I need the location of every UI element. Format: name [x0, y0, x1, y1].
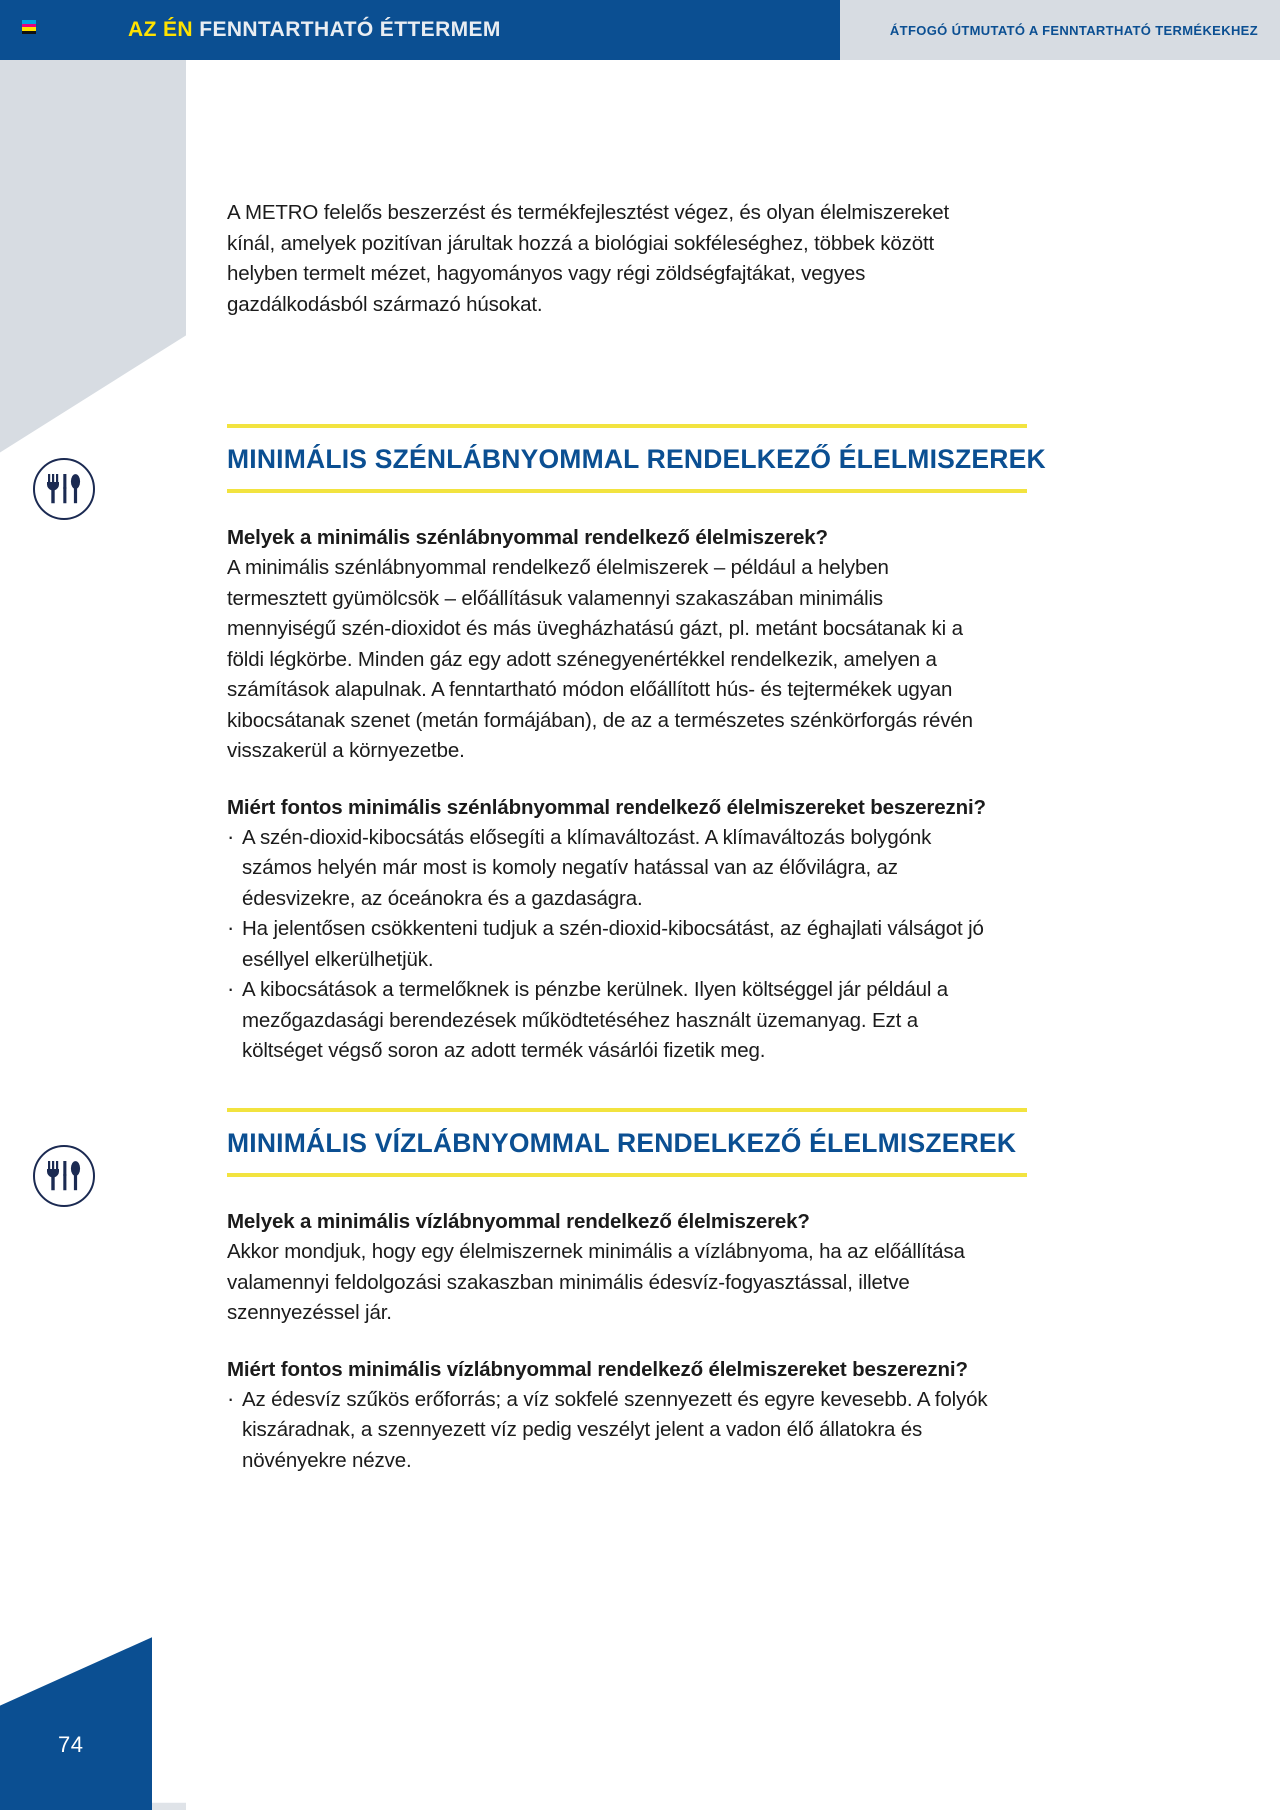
reason-list — [227, 823, 995, 1067]
header-subtitle: ÁTFOGÓ ÚTMUTATÓ A FENNTARTHATÓ TERMÉKEKHEZ — [889, 22, 1258, 38]
header-subtitle-bar — [840, 0, 1280, 60]
reason-list — [227, 1385, 995, 1477]
answer-paragraph: Akkor mondjuk, hogy egy élelmiszernek minimális a vízlábnyoma, ha az előállítása valamennyi feldolgozási szakaszban minimális édesvíz-fogyasztással, illetve szennyezéssel jár. — [227, 1240, 965, 1324]
list-item: · Ha jelentősen csökkenteni tudjuk a szén-dioxid-kibocsátást, az éghajlati válságot jó eséllyel elkerülhetjük. — [227, 914, 995, 975]
list-item: · A szén-dioxid-kibocsátás elősegíti a klímaváltozást. A klímaváltozás bolygónk számos helyén már most is komoly negatív hatással van az élővilágra, az édesvizekre, az óceánokra és a gazdaságra. — [227, 823, 995, 915]
cutlery-icon — [33, 1145, 95, 1207]
section-title: MINIMÁLIS SZÉNLÁBNYOMMAL RENDELKEZŐ ÉLELMISZEREK — [227, 444, 1046, 474]
list-item: · A kibocsátások a termelőknek is pénzbe kerülnek. Ilyen költséggel jár például a mezőgazdasági berendezések működtetéséhez használt üzemanyag. Ezt a költséget végső soron az adott termék vásárlói fizetik meg. — [227, 975, 995, 1067]
brand-title-rest: FENNTARTHATÓ ÉTTERMEM — [193, 18, 501, 41]
header-brand-bar — [0, 0, 840, 60]
cutlery-icon — [33, 458, 95, 520]
intro-text: A METRO felelős beszerzést és termékfejlesztést végez, és olyan élelmiszereket kínál, amelyek pozitívan járultak hozzá a biológiai sokféleséghez, többek között helyben termelt mézet, hagyományos vagy régi zöldségfajtákat, vegyes gazdálkodásból származó húsokat. — [227, 201, 950, 316]
page-number: 74 — [58, 1732, 84, 1757]
intro-paragraph — [227, 198, 987, 320]
section-body — [170, 1177, 1008, 1476]
fork-knife-spoon-glyph — [44, 472, 84, 506]
page-header — [0, 0, 1280, 60]
fork-knife-spoon-glyph — [44, 1159, 84, 1193]
section-water-footprint — [170, 1108, 1017, 1476]
question-heading: Miért fontos minimális szénlábnyommal rendelkező élelmiszereket beszerezni? — [227, 795, 986, 819]
answer-paragraph: A minimális szénlábnyommal rendelkező élelmiszerek – például a helyben termesztett gyümölcsök – előállításuk valamennyi szakaszában minimális mennyiségű szén-dioxidot és más üvegházhatású gázt, pl. metánt bocsátanak ki a földi légkörbe. Minden gáz egy adott szénegyenértékkel rendelkezik, amelyen a számítások alapulnak. A fenntartható módon előállított hús- és tejtermékek ugyan kibocsátanak szenet (metán formájában), de az a természetes szénkörforgás révén visszakerül a környezetbe. — [227, 556, 973, 762]
question-heading: Melyek a minimális szénlábnyommal rendelkező élelmiszerek? — [227, 526, 828, 549]
question-heading: Melyek a minimális vízlábnyommal rendelkező élelmiszerek? — [227, 1210, 810, 1233]
brand-title — [128, 18, 501, 42]
brand-title-accent: AZ ÉN — [128, 18, 193, 41]
cmyk-registration-mark-icon — [22, 20, 36, 34]
question-heading: Miért fontos minimális vízlábnyommal rendelkező élelmiszereket beszerezni? — [227, 1357, 968, 1381]
section-title: MINIMÁLIS VÍZLÁBNYOMMAL RENDELKEZŐ ÉLELMISZEREK — [227, 1128, 1017, 1158]
list-item: · Az édesvíz szűkös erőforrás; a víz sokfelé szennyezett és egyre kevesebb. A folyók kiszáradnak, a szennyezett víz pedig veszélyt jelent a vadon élő állatokra és növényekre nézve. — [227, 1385, 995, 1477]
section-body — [170, 493, 1008, 1067]
section-carbon-footprint — [170, 424, 1046, 1067]
